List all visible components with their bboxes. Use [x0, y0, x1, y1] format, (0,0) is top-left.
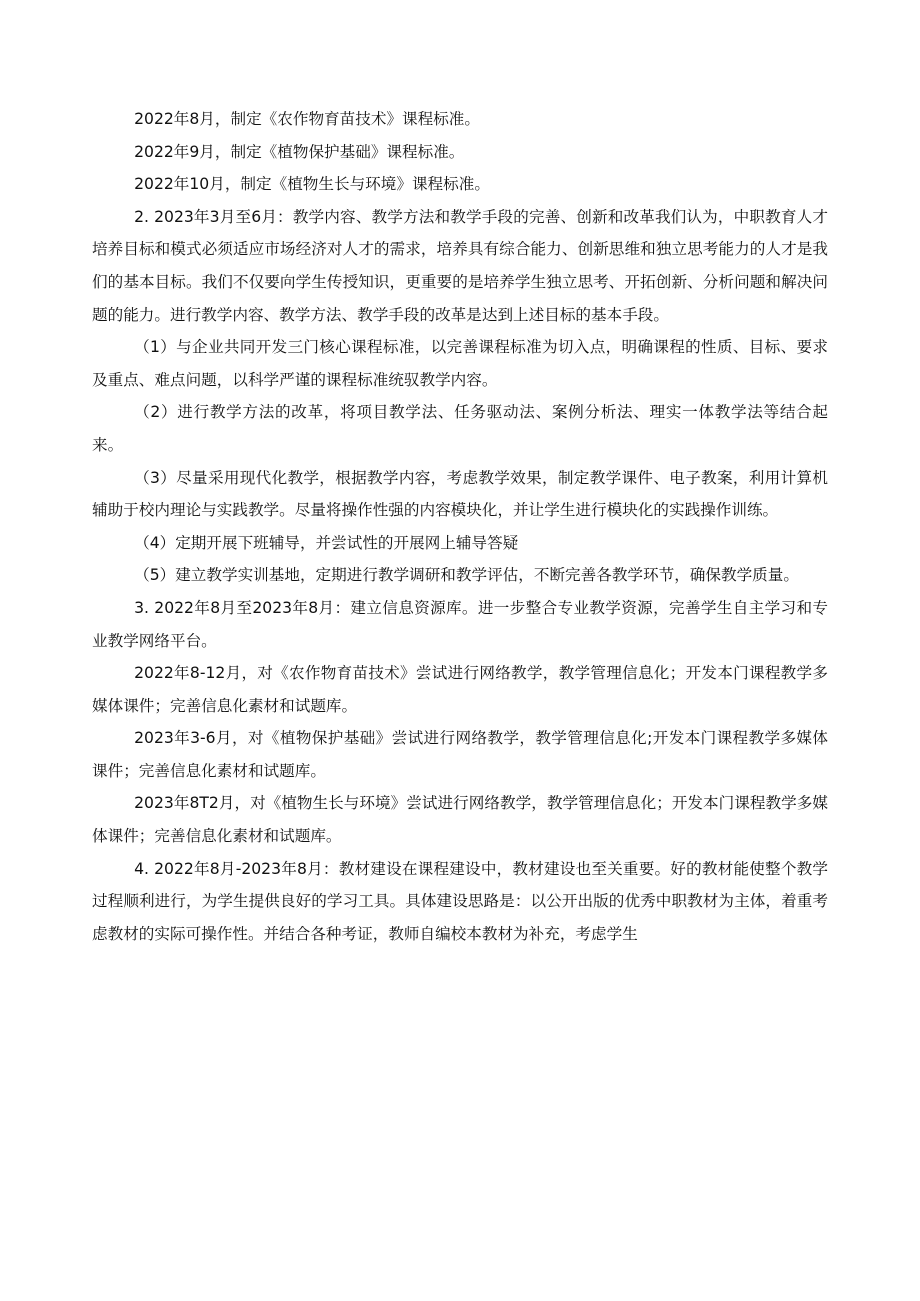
paragraph-network-2023-b: 2023年8T2月，对《植物生长与环境》尝试进行网络教学，教学管理信息化；开发本门课程教学多媒体课件；完善信息化素材和试题库。 [92, 794, 828, 846]
paragraph-item-4: （4）定期开展下班辅导，并尝试性的开展网上辅导答疑 [134, 533, 519, 552]
paragraph-section-2: 2. 2023年3月至6月：教学内容、教学方法和教学手段的完善、创新和改革我们认为，中职教育人才培养目标和模式必须适应市场经济对人才的需求，培养具有综合能力、创新思维和独立思考能力的人才是我们的基本目标。我们不仅要向学生传授知识，更重要的是培养学生独立思考、开拓创新、分析问题和解决问题的能力。进行教学内容、教学方法、教学手段的改革是达到上述目标的基本手段。 [92, 207, 828, 324]
paragraph-item-3: （3）尽量采用现代化教学，根据教学内容，考虑教学效果，制定教学课件、电子教案，利用计算机辅助于校内理论与实践教学。尽量将操作性强的内容模块化，并让学生进行模块化的实践操作训练。 [92, 468, 828, 520]
paragraph-network-2023-a: 2023年3-6月，对《植物保护基础》尝试进行网络教学，教学管理信息化;开发本门课程教学多媒体课件；完善信息化素材和试题库。 [92, 729, 828, 780]
paragraph-network-2022: 2022年8-12月，对《农作物育苗技术》尝试进行网络教学，教学管理信息化；开发本门课程教学多媒体课件；完善信息化素材和试题库。 [92, 664, 828, 715]
paragraph-section-3: 3. 2022年8月至2023年8月：建立信息资源库。进一步整合专业教学资源，完善学生自主学习和专业教学网络平台。 [92, 598, 828, 650]
paragraph-plan-2022-08: 2022年8月，制定《农作物育苗技术》课程标准。 [134, 110, 480, 128]
paragraph-plan-2022-09: 2022年9月，制定《植物保护基础》课程标准。 [134, 142, 465, 161]
paragraph-item-5: （5）建立教学实训基地，定期进行教学调研和教学评估，不断完善各教学环节，确保教学质量。 [134, 566, 799, 585]
document-body [92, 103, 828, 950]
paragraph-item-1: （1）与企业共同开发三门核心课程标准，以完善课程标准为切入点，明确课程的性质、目标、要求及重点、难点问题，以科学严谨的课程标准统驭教学内容。 [92, 338, 828, 389]
paragraph-plan-2022-10: 2022年10月，制定《植物生长与环境》课程标准。 [134, 175, 490, 194]
paragraph-item-2: （2）进行教学方法的改革，将项目教学法、任务驱动法、案例分析法、理实一体教学法等结合起来。 [92, 403, 828, 454]
paragraph-section-4: 4. 2022年8月-2023年8月：教材建设在课程建设中，教材建设也至关重要。好的教材能使整个教学过程顺利进行，为学生提供良好的学习工具。具体建设思路是：以公开出版的优秀中职教材为主体，着重考虑教材的实际可操作性。并结合各种考证，教师自编校本教材为补充，考虑学生 [92, 859, 828, 943]
